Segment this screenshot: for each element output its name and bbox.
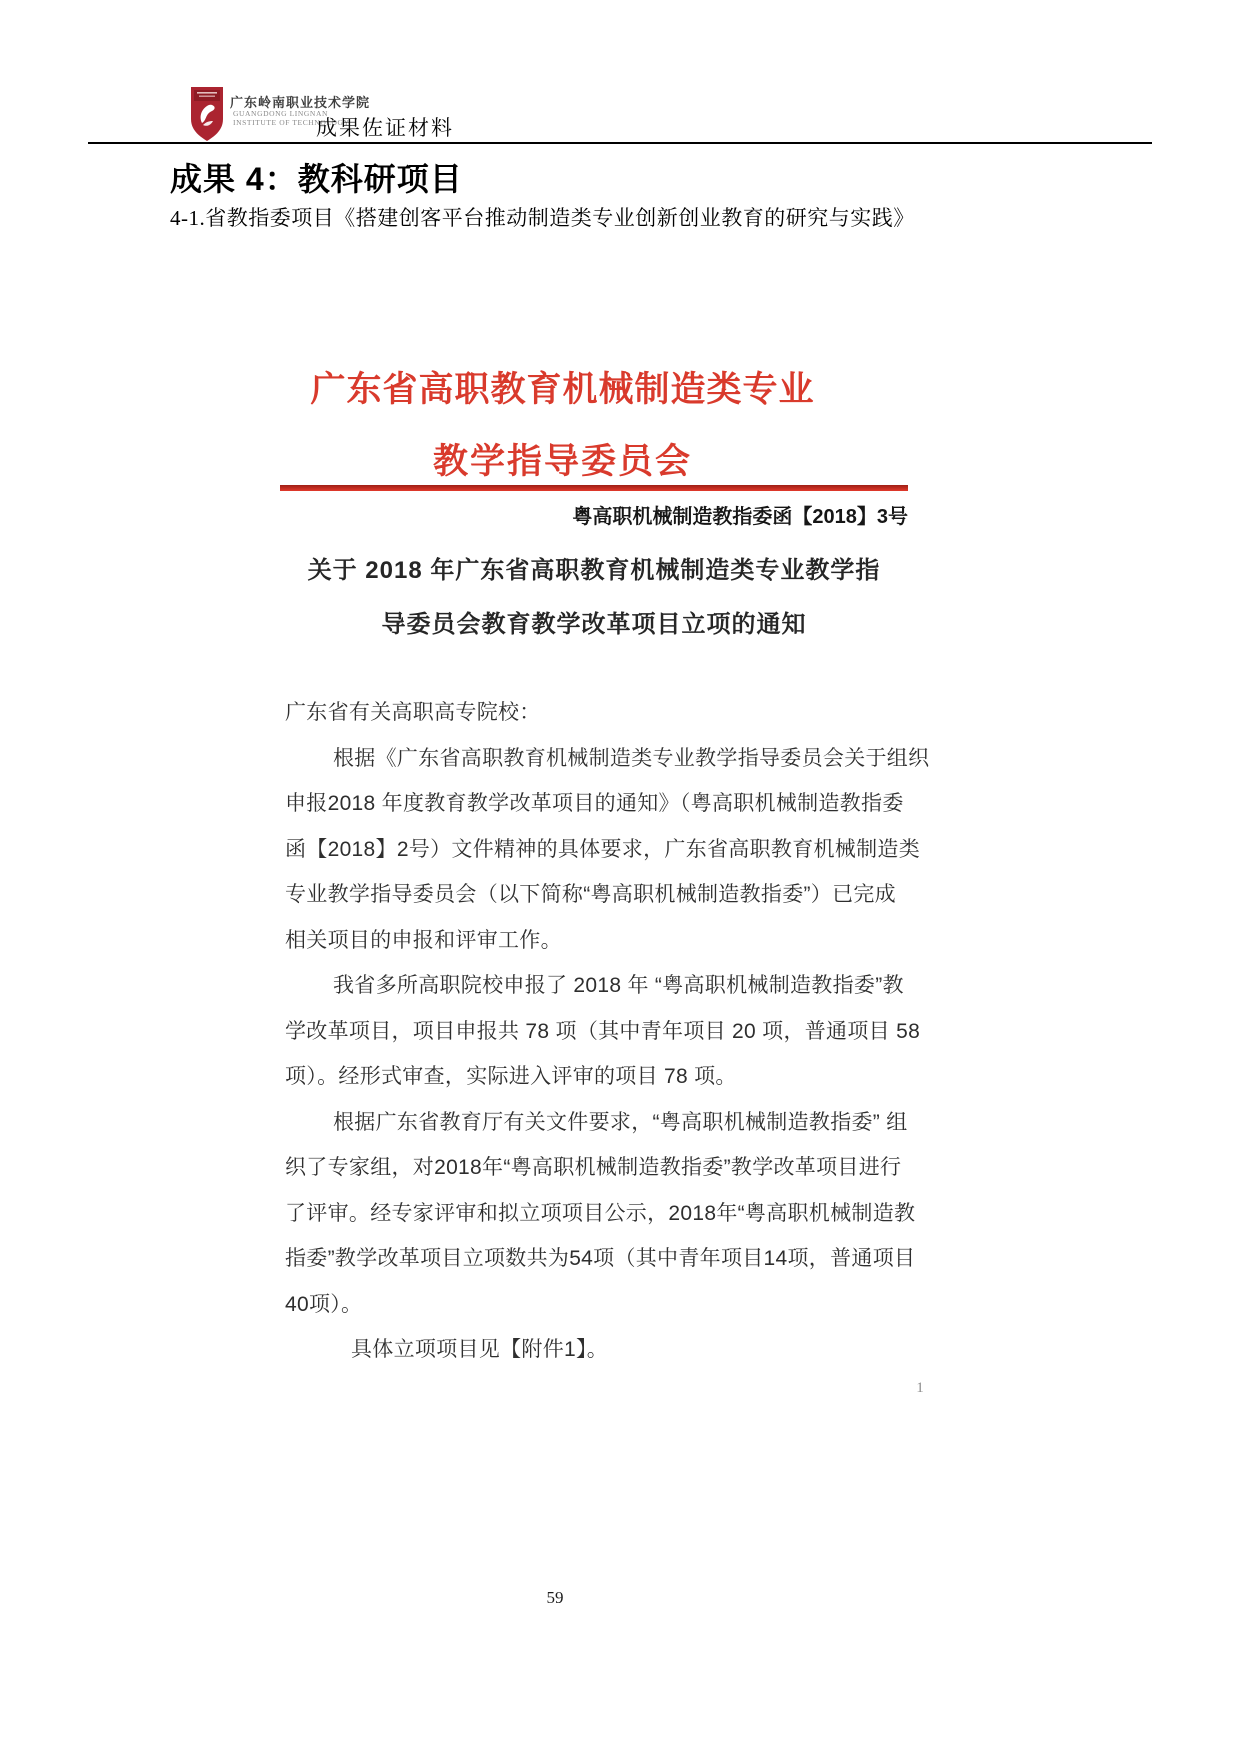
scan-body-line: 指委”教学改革项目立项数共为54项（其中青年项目14项，普通项目 [285, 1247, 916, 1270]
section-subtitle: 4-1.省教指委项目《搭建创客平台推动制造类专业创新创业教育的研究与实践》 [170, 206, 915, 230]
scan-doc-number: 粤高职机械制造教指委函【2018】3号 [572, 506, 908, 528]
school-name-cn: 广东岭南职业技术学院 [230, 95, 371, 110]
scan-org-title-line1: 广东省高职教育机械制造类专业 [310, 370, 815, 409]
scan-red-rule [280, 485, 908, 491]
footer-page-number: 59 [546, 1588, 564, 1607]
scan-body [285, 690, 930, 1373]
scan-body-line: 相关项目的申报和评审工作。 [285, 928, 562, 952]
scan-notice-title-line1: 关于 2018 年广东省高职教育机械制造类专业教学指 [307, 557, 881, 584]
scan-notice-title-line2: 导委员会教育教学改革项目立项的通知 [381, 611, 807, 638]
school-name-en-line1: GUANGDONG LINGNAN [233, 109, 328, 118]
scan-body-line: 项）。经形式审查，实际进入评审的项目 78 项。 [285, 1065, 737, 1088]
scan-body-line: 具体立项项目见【附件1】。 [351, 1338, 609, 1361]
scan-body-line: 根据《广东省高职教育机械制造类专业教学指导委员会关于组织 [333, 746, 930, 770]
scan-body-line: 函【2018】2号）文件精神的具体要求，广东省高职教育机械制造类 [285, 837, 920, 861]
scan-body-line: 根据广东省教育厅有关文件要求，“粤高职机械制造教指委” 组 [333, 1110, 908, 1134]
scan-body-line: 专业教学指导委员会（以下简称“粤高职机械制造教指委”）已完成 [285, 883, 896, 906]
scan-body-line: 我省多所高职院校申报了 2018 年 “粤高职机械制造教指委”教 [333, 974, 904, 997]
section-title: 成果 4：教科研项目 [170, 161, 463, 197]
material-label: 成果佐证材料 [316, 116, 454, 140]
scan-body-line: 申报2018 年度教育教学改革项目的通知》（粤高职机械制造教指委 [285, 792, 904, 815]
scan-body-line: 40项）。 [285, 1292, 363, 1316]
scan-page-number: 1 [916, 1380, 924, 1396]
scan-body-line: 了评审。经专家评审和拟立项项目公示，2018年“粤高职机械制造教 [285, 1201, 916, 1225]
school-name-en-line2: INSTITUTE OF TECHNOLOGY [233, 118, 350, 127]
scan-org-title-line2: 教学指导委员会 [432, 442, 692, 481]
scan-body-line: 织了专家组，对2018年“粤高职机械制造教指委”教学改革项目进行 [285, 1156, 902, 1179]
scan-body-line: 广东省有关高职高专院校： [285, 701, 541, 724]
scan-body-line: 学改革项目，项目申报共 78 项（其中青年项目 20 项，普通项目 58 [285, 1019, 921, 1043]
